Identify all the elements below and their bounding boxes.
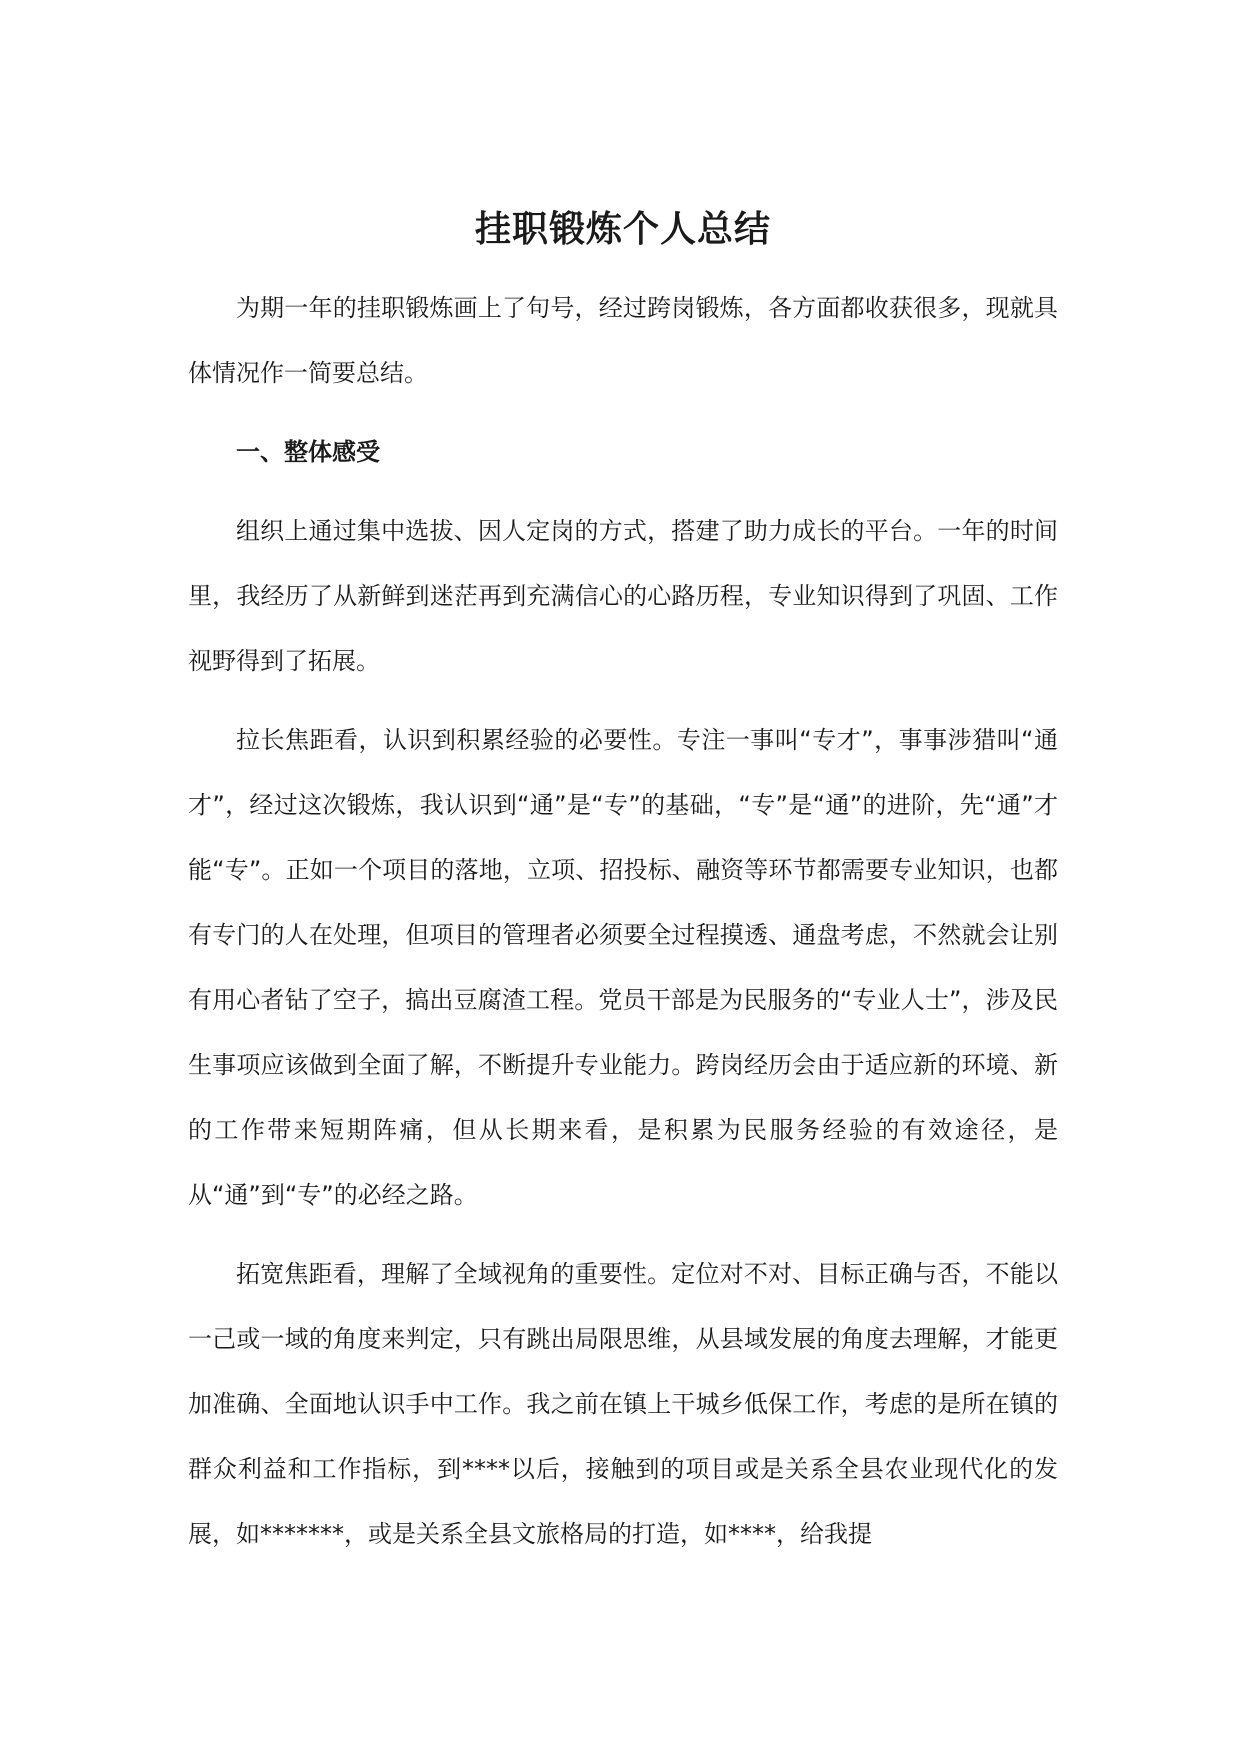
body-paragraph: 组织上通过集中选拔、因人定岗的方式，搭建了助力成长的平台。一年的时间里，我经历了从新鲜到迷茫再到充满信心的心路历程，专业知识得到了巩固、工作视野得到了拓展。 bbox=[188, 517, 1058, 675]
document-title: 挂职锻炼个人总结 bbox=[474, 209, 771, 250]
intro-paragraph: 为期一年的挂职锻炼画上了句号，经过跨岗锻炼，各方面都收获很多，现就具体情况作一简要总结。 bbox=[188, 294, 1058, 387]
body-paragraph: 拓宽焦距看，理解了全域视角的重要性。定位对不对、目标正确与否，不能以一己或一域的角度来判定，只有跳出局限思维，从县域发展的角度去理解，才能更加准确、全面地认识手中工作。我之前在镇上干城乡低保工作，考虑的是所在镇的群众利益和工作指标，到****以后，接触到的项目或是关系全县农业现代化的发展，如*******，或是关系全县文旅格局的打造，如****，给我提 bbox=[188, 1260, 1058, 1548]
body-paragraph: 拉长焦距看，认识到积累经验的必要性。专注一事叫“专才”，事事涉猎叫“通才”，经过这次锻炼，我认识到“通”是“专”的基础，“专”是“通”的进阶，先“通”才能“专”。正如一个项目的落地，立项、招投标、融资等环节都需要专业知识，也都有专门的人在处理，但项目的管理者必须要全过程摸透、通盘考虑，不然就会让别有用心者钻了空子，搞出豆腐渣工程。党员干部是为民服务的“专业人士”，涉及民生事项应该做到全面了解，不断提升专业能力。跨岗经历会由于适应新的环境、新的工作带来短期阵痛，但从长期来看，是积累为民服务经验的有效途径，是从“通”到“专”的必经之路。 bbox=[188, 726, 1058, 1209]
section-heading: 一、整体感受 bbox=[236, 438, 380, 466]
document-body bbox=[188, 276, 1058, 1581]
